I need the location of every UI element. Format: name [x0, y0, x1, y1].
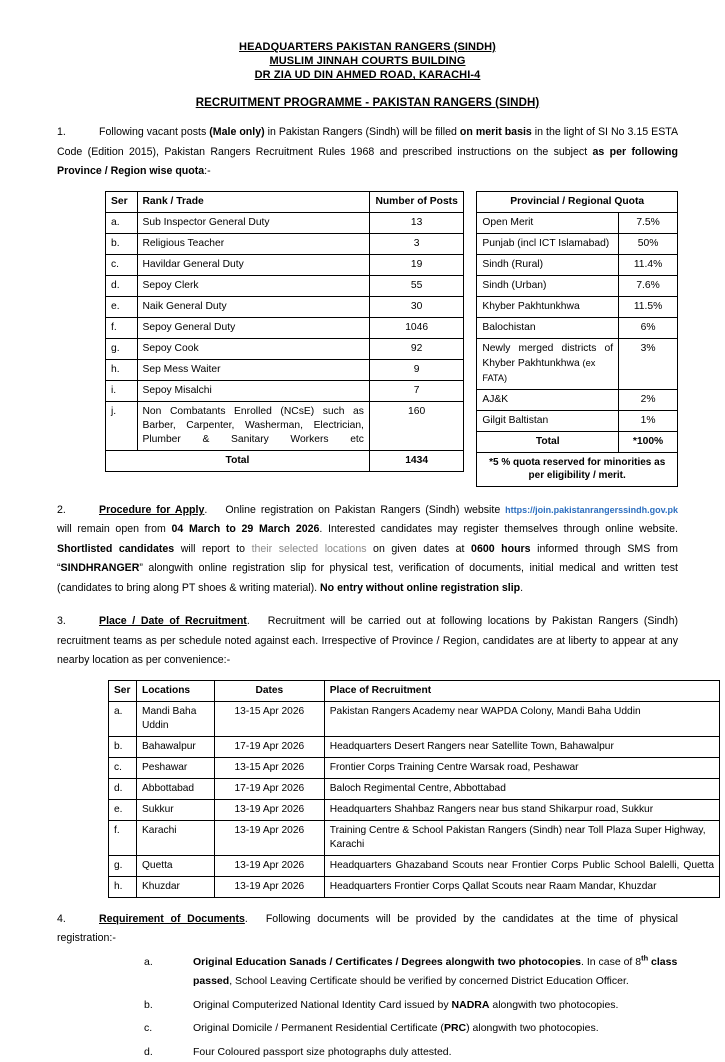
cell-location: Mandi Baha Uddin	[136, 701, 214, 736]
list-item-body	[193, 996, 678, 1016]
cell-total-label: Total	[106, 450, 370, 471]
table-row	[106, 317, 464, 338]
table-row	[106, 275, 464, 296]
paragraph-4	[57, 910, 678, 949]
table-row	[477, 317, 678, 338]
table-row	[477, 212, 678, 233]
paragraph-2-text-3: . Interested candidates may register themselves through online website.	[319, 523, 678, 536]
cell-quota-pct: 3%	[619, 338, 678, 389]
paragraph-2-text-7: ” alongwith online registration slip for physical test, verification of documents, initial medical and written test (candidates to bring along PT shoes & writing material).	[57, 562, 678, 594]
list-item	[57, 1019, 678, 1039]
cell-posts: 13	[369, 212, 463, 233]
cell-rank: Sub Inspector General Duty	[137, 212, 369, 233]
cell-posts: 55	[369, 275, 463, 296]
cell-quota-pct: 7.5%	[619, 212, 678, 233]
paragraph-1-text-4: :-	[204, 165, 211, 178]
cell-location: Khuzdar	[136, 876, 214, 897]
paragraph-1-bold-quota: as per following Province / Region wise quota	[57, 145, 678, 178]
cell-quota-name: Punjab (incl ICT Islamabad)	[477, 233, 619, 254]
paragraph-1-bold-male-only: (Male only)	[209, 126, 265, 139]
paragraph-1-bold-merit-basis: on merit basis	[459, 126, 532, 139]
cell-place: Headquarters Frontier Corps Qallat Scouts near Raam Mandar, Khuzdar	[324, 876, 719, 897]
cell-quota-pct: 6%	[619, 317, 678, 338]
cell-place: Headquarters Shahbaz Rangers near bus stand Shikarpur road, Sukkur	[324, 799, 719, 820]
cell-place: Headquarters Ghazaband Scouts near Frontier Corps Public School Balelli, Quetta	[324, 855, 719, 876]
cell-quota-pct: 11.5%	[619, 296, 678, 317]
cell-posts: 160	[369, 401, 463, 450]
cell-ser: g.	[106, 338, 138, 359]
table-row	[477, 296, 678, 317]
table-row	[106, 401, 464, 450]
paragraph-3	[57, 612, 678, 671]
cell-rank: Sepoy Clerk	[137, 275, 369, 296]
list-item-body	[193, 953, 678, 992]
table-total-row	[477, 431, 678, 452]
cell-ser: h.	[106, 359, 138, 380]
doc-c-text-1: Original Domicile / Permanent Residential Certificate (	[193, 1022, 444, 1035]
paragraph-2-text-8: .	[520, 581, 524, 594]
doc-a-bold-1: Original Education Sanads / Certificates / Degrees alongwith two photocopies	[193, 955, 581, 968]
merged-line-1: Newly merged districts of	[482, 342, 614, 354]
cell-quota-name: Sindh (Urban)	[477, 275, 619, 296]
document-subject-title: RECRUITMENT PROGRAMME - PAKISTAN RANGERS (SINDH)	[195, 96, 540, 109]
cell-quota-name: Khyber Pakhtunkhwa	[477, 296, 619, 317]
doc-a-text-2: , School Leaving Certificate should be verified by concerned District Education Officer.	[229, 975, 629, 988]
paragraph-2-bold-dates: 04 March to 29 March 2026	[171, 523, 320, 536]
paragraph-1-number: 1.	[57, 126, 66, 139]
cell-dates: 13-19 Apr 2026	[214, 799, 324, 820]
list-item-letter: c.	[144, 1022, 153, 1035]
cell-ser: g.	[109, 855, 137, 876]
cell-quota-pct: 50%	[619, 233, 678, 254]
cell-place: Training Centre & School Pakistan Rangers (Sindh) near Toll Plaza Super Highway, Karachi	[324, 820, 719, 855]
cell-ser: e.	[109, 799, 137, 820]
paragraph-2-bold-sms-sender: SINDHRANGER	[60, 562, 140, 575]
paragraph-4-text: Following documents will be provided by the candidates at the time of physical registration:-	[57, 912, 678, 945]
table-row	[106, 359, 464, 380]
paragraph-2-grey-locations: their selected locations	[251, 542, 367, 555]
paragraph-2-number: 2.	[57, 503, 66, 516]
cell-place: Frontier Corps Training Centre Warsak road, Peshawar	[324, 757, 719, 778]
table-row	[106, 233, 464, 254]
cell-ser: a.	[106, 212, 138, 233]
paragraph-4-heading: Requirement of Documents	[99, 912, 245, 925]
paragraph-2-text-5: on given dates at	[366, 542, 472, 555]
table-row	[109, 757, 720, 778]
cell-ser: f.	[109, 820, 137, 855]
table-header-row	[106, 191, 464, 212]
cell-location: Peshawar	[136, 757, 214, 778]
cell-place: Headquarters Desert Rangers near Satellite Town, Bahawalpur	[324, 736, 719, 757]
table-row	[477, 233, 678, 254]
cell-quota-pct: 2%	[619, 389, 678, 410]
column-header-ser: Ser	[106, 191, 138, 212]
doc-a-text-1: . In case of 8	[580, 955, 642, 968]
cell-location: Sukkur	[136, 799, 214, 820]
table-total-row	[106, 450, 464, 471]
table-row	[109, 701, 720, 736]
registration-website-link[interactable]: https://join.pakistanrangerssindh.gov.pk	[505, 504, 678, 515]
cell-posts: 92	[369, 338, 463, 359]
cell-dates: 13-19 Apr 2026	[214, 820, 324, 855]
paragraph-2-text-1: Online registration on Pakistan Rangers (Sindh) website	[225, 503, 506, 516]
paragraph-2-bold-shortlisted: Shortlisted candidates	[57, 542, 175, 555]
cell-rank: Sepoy General Duty	[137, 317, 369, 338]
list-item	[57, 996, 678, 1016]
column-header-quota: Provincial / Regional Quota	[477, 191, 678, 212]
cell-posts: 3	[369, 233, 463, 254]
cell-ser: c.	[106, 254, 138, 275]
vacant-posts-table	[105, 191, 464, 472]
cell-dates: 17-19 Apr 2026	[214, 736, 324, 757]
cell-posts: 19	[369, 254, 463, 275]
cell-quota-name: Sindh (Rural)	[477, 254, 619, 275]
cell-quota-name: Balochistan	[477, 317, 619, 338]
cell-ser: j.	[106, 401, 138, 450]
cell-location: Abbottabad	[136, 778, 214, 799]
header-line-building: MUSLIM JINNAH COURTS BUILDING	[269, 55, 466, 68]
paragraph-3-number: 3.	[57, 615, 66, 628]
cell-ser: h.	[109, 876, 137, 897]
cell-dates: 13-19 Apr 2026	[214, 855, 324, 876]
paragraph-2-period: .	[204, 503, 208, 516]
doc-d-text-1: Four Coloured passport size photographs duly attested.	[193, 1045, 452, 1058]
list-item	[57, 953, 678, 992]
cell-location: Bahawalpur	[136, 736, 214, 757]
quota-footnote: *5 % quota reserved for minorities as per eligibility / merit.	[477, 452, 678, 486]
paragraph-1-text-2: in Pakistan Rangers (Sindh) will be filled	[264, 126, 460, 139]
paragraph-4-number: 4.	[57, 912, 66, 925]
cell-ser: b.	[106, 233, 138, 254]
cell-rank: Havildar General Duty	[137, 254, 369, 275]
cell-rank: Sep Mess Waiter	[137, 359, 369, 380]
list-item-letter: a.	[144, 955, 153, 968]
cell-quota-name-merged	[477, 338, 619, 389]
paragraph-2-text-4: will report to	[174, 542, 252, 555]
paragraph-3-period: .	[246, 615, 250, 628]
doc-c-text-2: ) alongwith two photocopies.	[466, 1022, 599, 1035]
cell-posts: 30	[369, 296, 463, 317]
table-row	[109, 736, 720, 757]
merged-line-2-main: Khyber Pakhtunkhwa	[482, 357, 583, 369]
doc-c-bold-prc: PRC	[443, 1022, 467, 1035]
paragraph-2-text-2: will remain open from	[57, 523, 172, 536]
cell-location: Quetta	[136, 855, 214, 876]
cell-dates: 13-15 Apr 2026	[214, 757, 324, 778]
cell-dates: 17-19 Apr 2026	[214, 778, 324, 799]
column-header-place: Place of Recruitment	[324, 680, 719, 701]
cell-dates: 13-19 Apr 2026	[214, 876, 324, 897]
list-item-body	[193, 1043, 678, 1062]
table-row	[477, 389, 678, 410]
table-row	[106, 338, 464, 359]
cell-quota-name: AJ&K	[477, 389, 619, 410]
cell-place: Baloch Regimental Centre, Abbottabad	[324, 778, 719, 799]
table-row	[109, 778, 720, 799]
doc-b-text-1: Original Computerized National Identity Card issued by	[193, 998, 452, 1011]
header-line-address: DR ZIA UD DIN AHMED ROAD, KARACHI-4	[254, 69, 481, 82]
cell-dates: 13-15 Apr 2026	[214, 701, 324, 736]
table-row-merged-districts	[477, 338, 678, 389]
cell-total-value: *100%	[619, 431, 678, 452]
cell-ser: d.	[106, 275, 138, 296]
paragraph-1-text-1: Following vacant posts	[99, 126, 210, 139]
paragraph-2-bold-hours: 0600 hours	[471, 542, 531, 555]
cell-place: Pakistan Rangers Academy near WAPDA Colony, Mandi Baha Uddin	[324, 701, 719, 736]
paragraph-2-text-6: informed through SMS from “	[57, 542, 678, 575]
cell-posts: 1046	[369, 317, 463, 338]
cell-rank: Naik General Duty	[137, 296, 369, 317]
table-row	[106, 380, 464, 401]
cell-quota-name: Open Merit	[477, 212, 619, 233]
table-footnote-row	[477, 452, 678, 486]
paragraph-1-text-3: in the light of SI No 3.15 ESTA Code (Edition 2015), Pakistan Rangers Recruitment Rules 1968 and prescribed instructions on the subject	[57, 126, 679, 158]
merged-line-2-note: (ex FATA)	[482, 357, 596, 383]
cell-posts: 7	[369, 380, 463, 401]
cell-total-label: Total	[477, 431, 619, 452]
table-row	[106, 212, 464, 233]
cell-quota-name: Gilgit Baltistan	[477, 410, 619, 431]
cell-quota-pct: 11.4%	[619, 254, 678, 275]
doc-b-text-2: alongwith two photocopies.	[489, 998, 619, 1011]
table-row	[109, 820, 720, 855]
table-row	[109, 799, 720, 820]
list-item	[57, 1043, 678, 1062]
cell-quota-pct: 7.6%	[619, 275, 678, 296]
table-row	[109, 876, 720, 897]
table-row	[106, 254, 464, 275]
table-row	[106, 296, 464, 317]
paragraph-3-heading: Place / Date of Recruitment	[99, 615, 247, 628]
cell-rank: Sepoy Misalchi	[137, 380, 369, 401]
column-header-rank: Rank / Trade	[137, 191, 369, 212]
cell-ser: f.	[106, 317, 138, 338]
column-header-dates: Dates	[214, 680, 324, 701]
cell-rank: Religious Teacher	[137, 233, 369, 254]
column-header-posts: Number of Posts	[369, 191, 463, 212]
table-row	[477, 254, 678, 275]
cell-ser: d.	[109, 778, 137, 799]
cell-quota-pct: 1%	[619, 410, 678, 431]
paragraph-2-heading: Procedure for Apply	[99, 503, 205, 516]
header-line-organization: HEADQUARTERS PAKISTAN RANGERS (SINDH)	[239, 41, 496, 53]
table-row	[477, 275, 678, 296]
recruitment-locations-table	[108, 680, 720, 898]
cell-ser: e.	[106, 296, 138, 317]
paragraph-2-bold-no-entry: No entry without online registration slip	[320, 581, 521, 594]
cell-ser: a.	[109, 701, 137, 736]
locations-table-wrapper	[57, 680, 714, 898]
doc-a-superscript: th	[641, 953, 649, 963]
cell-rank: Sepoy Cook	[137, 338, 369, 359]
tables-row	[57, 191, 678, 487]
table-header-row	[477, 191, 678, 212]
list-item-body	[193, 1019, 678, 1039]
documents-list	[57, 953, 678, 1062]
cell-location: Karachi	[136, 820, 214, 855]
cell-total-value: 1434	[369, 450, 463, 471]
paragraph-4-period: .	[244, 912, 248, 925]
list-item-letter: b.	[144, 998, 153, 1011]
cell-ser: b.	[109, 736, 137, 757]
paragraph-2	[57, 501, 678, 599]
paragraph-1	[57, 123, 678, 182]
provincial-quota-table	[476, 191, 678, 487]
doc-b-bold-nadra: NADRA	[451, 998, 490, 1011]
list-item-letter: d.	[144, 1045, 153, 1058]
cell-posts: 9	[369, 359, 463, 380]
table-row	[477, 410, 678, 431]
column-header-locations: Locations	[136, 680, 214, 701]
table-row	[109, 855, 720, 876]
paragraph-3-text: Recruitment will be carried out at following locations by Pakistan Rangers (Sindh) recruitment teams as per schedule noted against each. Irrespective of Province / Region, candidates are at liberty to appear at any nearby location as per convenience:-	[57, 615, 678, 667]
cell-rank: Non Combatants Enrolled (NCsE) such as Barber, Carpenter, Washerman, Electrician, Plumber & Sanitary Workers etc	[137, 401, 369, 450]
doc-a-bold-2: class passed	[193, 955, 678, 988]
cell-ser: i.	[106, 380, 138, 401]
table-header-row	[109, 680, 720, 701]
column-header-ser: Ser	[109, 680, 137, 701]
document-header	[57, 40, 678, 109]
cell-ser: c.	[109, 757, 137, 778]
